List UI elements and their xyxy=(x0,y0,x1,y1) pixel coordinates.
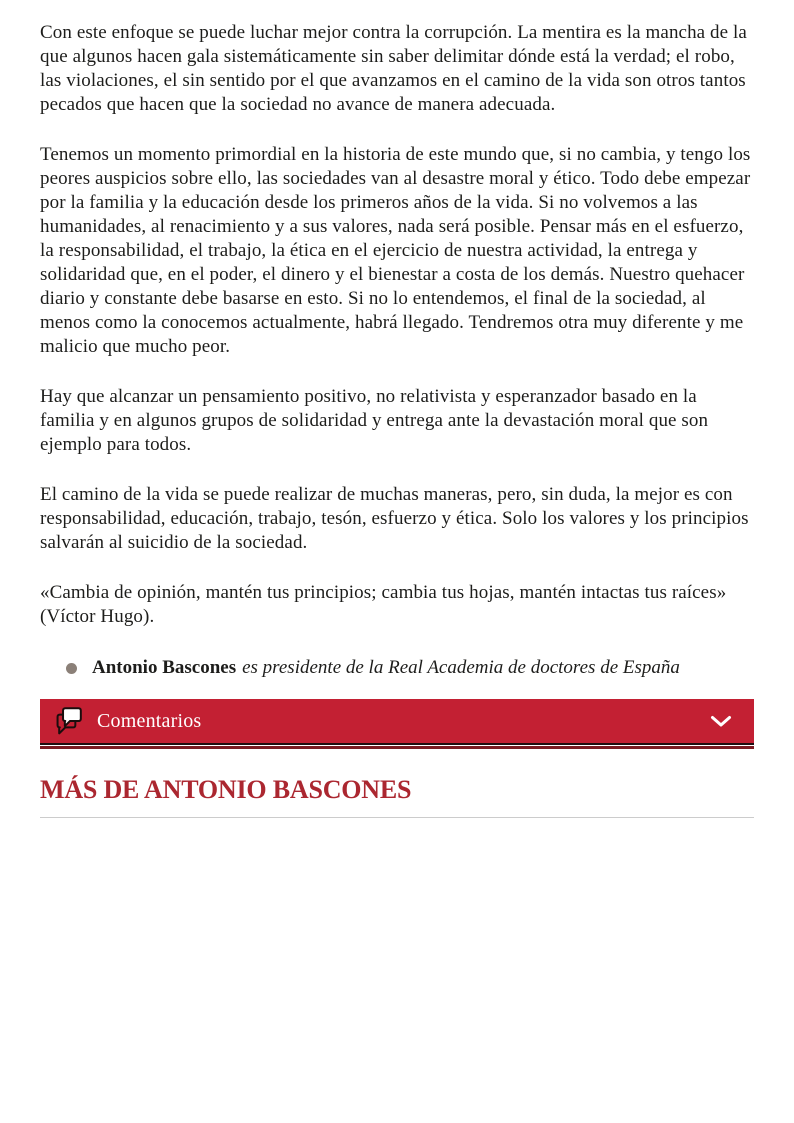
author-role: es presidente de la Real Academia de doctores de España xyxy=(242,657,680,678)
bullet-icon xyxy=(66,663,77,674)
author-byline xyxy=(66,655,754,680)
comments-label: Comentarios xyxy=(97,709,202,732)
comments-widget xyxy=(40,699,754,749)
speech-bubbles-icon xyxy=(53,706,84,737)
section-divider xyxy=(40,817,754,818)
byline-text xyxy=(92,655,680,680)
comments-toggle-bar[interactable] xyxy=(40,699,754,745)
article-paragraph-4: El camino de la vida se puede realizar de muchas maneras, pero, sin duda, la mejor es con responsabilidad, educación, trabajo, tesón, esfuerzo y ética. Solo los valores y los principios salvarán al suicidio de la sociedad. xyxy=(40,484,749,553)
article-paragraph-3: Hay que alcanzar un pensamiento positivo, no relativista y esperanzador basado en la familia y en algunos grupos de solidaridad y entrega ante la devastación moral que son ejemplo para todos. xyxy=(40,386,709,455)
article-quote-paragraph: «Cambia de opinión, mantén tus principios; cambia tus hojas, mantén intactas tus raíces» (Víctor Hugo). xyxy=(40,582,727,627)
chevron-down-icon[interactable] xyxy=(710,715,732,728)
article-paragraph-2: Tenemos un momento primordial en la historia de este mundo que, si no cambia, y tengo los peores auspicios sobre ello, las sociedades van al desastre moral y ético. Todo debe empezar por la familia y la educación desde los primeros años de la vida. Si no volvemos a las humanidades, al renacimiento y a sus valores, nada será posible. Pensar más en el esfuerzo, la responsabilidad, el trabajo, la ética en el ejercicio de nuestra actividad, la entrega y solidaridad que, en el poder, el dinero y el bienestar a costa de los demás. Nuestro quehacer diario y constante debe basarse en esto. Si no lo entendemos, el final de la sociedad, al menos como la conocemos actualmente, habrá llegado. Tendremos otra muy diferente y me malicio que mucho peor. xyxy=(40,144,751,357)
author-name: Antonio Bascones xyxy=(92,657,237,678)
article-paragraph-1: Con este enfoque se puede luchar mejor contra la corrupción. La mentira es la mancha de la que algunos hacen gala sistemáticamente sin saber delimitar dónde está la verdad; el robo, las violaciones, el sin sentido por el que avanzamos en el camino de la vida son otros tantos pecados que hacen que la sociedad no avance de manera adecuada. xyxy=(40,22,747,115)
more-from-author-heading: MÁS DE ANTONIO BASCONES xyxy=(40,775,412,804)
comments-underline xyxy=(40,746,754,749)
